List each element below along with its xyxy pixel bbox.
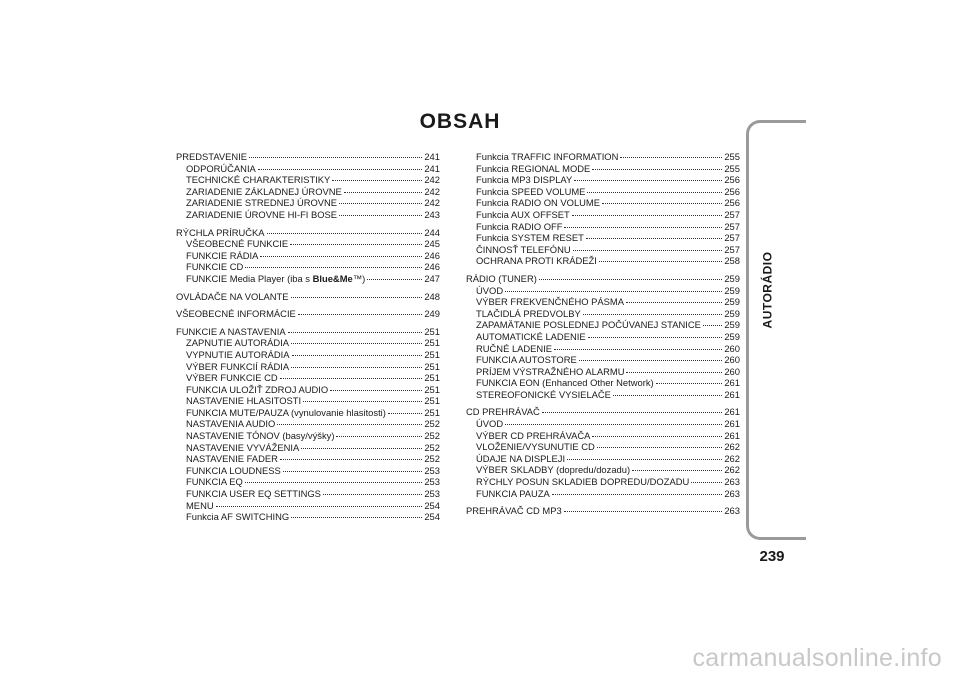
page-number: 239 (759, 548, 785, 565)
toc-column-left (176, 151, 440, 523)
toc-entry-page: 257 (724, 208, 740, 220)
toc-entry-title: OVLÁDAČE NA VOLANTE (176, 290, 289, 302)
toc-entry[interactable] (466, 174, 740, 186)
toc-dot-leader (336, 436, 422, 437)
toc-entry-title: ZARIADENIE ÚROVNE HI-FI BOSE (186, 208, 338, 220)
toc-dot-leader (691, 482, 722, 483)
toc-entry[interactable] (176, 209, 440, 221)
toc-dot-leader (290, 244, 422, 245)
toc-dot-leader (277, 424, 422, 425)
section-tab-label: AUTORÁDIO (760, 251, 775, 329)
toc-entry-page: 242 (424, 197, 440, 209)
toc-entry[interactable] (176, 384, 440, 396)
toc-dot-leader (249, 157, 422, 158)
toc-entry-title: FUNKCIA EQ (186, 476, 243, 488)
toc-dot-leader (258, 169, 423, 170)
toc-entry-title: RÝCHLY POSUN SKLADIEB DOPREDU/DOZADU (476, 476, 690, 488)
toc-entry-page: 259 (724, 330, 740, 342)
toc-entry[interactable] (466, 418, 740, 430)
toc-entry-page: 257 (724, 243, 740, 255)
toc-entry-title: FUNKCIA AUTOSTORE (476, 354, 577, 366)
toc-entry[interactable] (176, 308, 440, 320)
toc-entry-page: 261 (724, 429, 740, 441)
toc-entry[interactable] (176, 151, 440, 163)
toc-dot-leader (332, 180, 422, 181)
toc-dot-leader (613, 395, 722, 396)
toc-entry-title: AUTOMATICKÉ LADENIE (476, 330, 586, 342)
toc-entry-page: 259 (724, 307, 740, 319)
toc-dot-leader (330, 390, 422, 391)
toc-entry-title: RÝCHLA PRÍRUČKA (176, 226, 265, 238)
toc-entry[interactable] (176, 511, 440, 523)
toc-entry-page: 263 (724, 505, 740, 517)
toc-entry[interactable] (176, 291, 440, 303)
toc-entry-page: 246 (424, 249, 440, 261)
toc-entry-page: 260 (724, 342, 740, 354)
toc-entry-title: NASTAVENIE VYVÁŽENIA (186, 441, 300, 453)
toc-entry[interactable] (176, 227, 440, 239)
toc-entry[interactable] (466, 244, 740, 256)
toc-entry[interactable] (176, 465, 440, 477)
toc-entry[interactable] (176, 430, 440, 442)
toc-entry-page: 253 (424, 464, 440, 476)
toc-dot-leader (656, 383, 723, 384)
toc-entry-title: TECHNICKÉ CHARAKTERISTIKY (186, 174, 331, 186)
toc-entry-page: 261 (724, 388, 740, 400)
toc-dot-leader (245, 267, 422, 268)
toc-entry-title: VŠEOBECNÉ INFORMÁCIE (176, 308, 296, 320)
toc-dot-leader (260, 256, 422, 257)
toc-entry-page: 263 (724, 476, 740, 488)
toc-entry-page: 259 (724, 284, 740, 296)
toc-entry-title: VÝBER FREKVENČNÉHO PÁSMA (476, 296, 624, 308)
toc-entry-title: VÝBER SKLADBY (dopredu/dozadu) (476, 464, 631, 476)
toc-entry-page: 242 (424, 174, 440, 186)
toc-entry[interactable] (466, 308, 740, 320)
toc-dot-leader (339, 203, 422, 204)
toc-entry[interactable] (466, 476, 740, 488)
toc-dot-leader (579, 360, 723, 361)
toc-entry-page: 255 (724, 162, 740, 174)
toc-entry-title: VÝBER CD PREHRÁVAČA (476, 429, 591, 441)
toc-dot-leader (216, 506, 423, 507)
toc-entry-title: FUNKCIE Media Player (iba s Blue&Me™) (186, 272, 366, 284)
toc-entry[interactable] (176, 261, 440, 273)
toc-dot-leader (539, 279, 723, 280)
toc-entry-page: 251 (424, 395, 440, 407)
toc-dot-leader (592, 436, 722, 437)
toc-entry-title: ZARIADENIE STREDNEJ ÚROVNE (186, 197, 338, 209)
toc-entry[interactable] (176, 476, 440, 488)
toc-entry-page: 256 (724, 197, 740, 209)
toc-entry-page: 259 (724, 272, 740, 284)
toc-entry[interactable] (176, 500, 440, 512)
toc-column-right (466, 151, 740, 517)
toc-entry[interactable] (466, 232, 740, 244)
toc-entry-title: FUNKCIA MUTE/PAUZA (vynulovanie hlasitosti) (186, 406, 386, 418)
toc-dot-leader (554, 349, 722, 350)
toc-entry-title: FUNKCIA PAUZA (476, 487, 550, 499)
toc-entry-title: VÝBER FUNKCIÍ RÁDIA (186, 360, 290, 372)
toc-entry[interactable] (466, 377, 740, 389)
toc-entry-page: 252 (424, 418, 440, 430)
toc-dot-leader (344, 192, 423, 193)
toc-entry-title: VÝBER FUNKCIE CD (186, 372, 278, 384)
toc-dot-leader (291, 517, 422, 518)
toc-entry-page: 262 (724, 452, 740, 464)
toc-entry-title: PREDSTAVENIE (176, 151, 248, 162)
toc-entry-title: CD PREHRÁVAČ (466, 406, 540, 418)
toc-entry-page: 257 (724, 220, 740, 232)
toc-entry-title: FUNKCIA ULOŽIŤ ZDROJ AUDIO (186, 383, 329, 395)
toc-dot-leader (552, 494, 723, 495)
toc-entry[interactable] (176, 174, 440, 186)
toc-entry[interactable] (176, 407, 440, 419)
toc-entry-title: Funkcia RADIO OFF (476, 220, 563, 232)
toc-dot-leader (301, 448, 422, 449)
toc-entry-title: ZAPAMÄTANIE POSLEDNEJ POČÚVANEJ STANICE (476, 319, 701, 331)
toc-entry-page: 251 (424, 348, 440, 360)
toc-dot-leader (291, 367, 422, 368)
toc-entry[interactable] (176, 163, 440, 175)
toc-entry-title: Funkcia AUX OFFSET (476, 208, 570, 220)
toc-entry-page: 252 (424, 453, 440, 465)
toc-entry-title: Funkcia REGIONAL MODE (476, 162, 591, 174)
toc-entry[interactable] (466, 151, 740, 163)
toc-entry-page: 251 (424, 372, 440, 384)
toc-dot-leader (505, 424, 722, 425)
toc-dot-leader (572, 215, 723, 216)
toc-entry-title: FUNKCIA LOUDNESS (186, 464, 281, 476)
toc-dot-leader (367, 279, 422, 280)
toc-entry-title: FUNKCIA USER EQ SETTINGS (186, 488, 321, 500)
toc-entry-title: PREHRÁVAČ CD MP3 (466, 505, 562, 517)
toc-entry-page: 260 (724, 354, 740, 366)
toc-dot-leader (291, 297, 423, 298)
toc-dot-leader (626, 302, 722, 303)
toc-entry[interactable] (466, 354, 740, 366)
toc-entry[interactable] (466, 255, 740, 267)
toc-entry-page: 256 (724, 174, 740, 186)
toc-dot-leader (291, 343, 422, 344)
toc-entry[interactable] (466, 366, 740, 378)
toc-entry-page: 253 (424, 488, 440, 500)
toc-dot-leader (587, 192, 722, 193)
toc-entry-page: 259 (724, 319, 740, 331)
toc-entry-title: FUNKCIA EON (Enhanced Other Network) (476, 377, 654, 389)
toc-dot-leader (703, 325, 722, 326)
toc-entry-title: ČINNOSŤ TELEFÓNU (476, 243, 571, 255)
toc-dot-leader (573, 250, 723, 251)
toc-entry[interactable] (176, 453, 440, 465)
toc-entry-title: ÚDAJE NA DISPLEJI (476, 452, 566, 464)
toc-dot-leader (599, 261, 722, 262)
toc-entry-page: 255 (724, 151, 740, 162)
toc-entry-page: 261 (724, 377, 740, 389)
toc-entry-title: VYPNUTIE AUTORÁDIA (186, 348, 290, 360)
toc-entry-page: 263 (724, 487, 740, 499)
toc-entry[interactable] (466, 389, 740, 401)
toc-dot-leader (574, 180, 722, 181)
toc-entry-title: ÚVOD (476, 284, 504, 296)
toc-dot-leader (564, 511, 723, 512)
section-tab (752, 215, 782, 365)
toc-dot-leader (288, 332, 423, 333)
toc-entry[interactable] (466, 505, 740, 517)
toc-dot-leader (283, 471, 423, 472)
toc-entry-title: FUNKCIE CD (186, 261, 244, 273)
toc-entry-title: ODPORÚČANIA (186, 162, 256, 174)
toc-entry[interactable] (176, 250, 440, 262)
toc-dot-leader (388, 413, 422, 414)
toc-entry-page: 245 (424, 238, 440, 250)
toc-entry[interactable] (466, 209, 740, 221)
toc-dot-leader (303, 401, 422, 402)
toc-entry[interactable] (176, 197, 440, 209)
toc-entry-title: NASTAVENIA AUDIO (186, 418, 276, 430)
toc-entry-title: Funkcia AF SWITCHING (186, 511, 290, 523)
toc-entry[interactable] (466, 488, 740, 500)
toc-entry[interactable] (466, 453, 740, 465)
toc-dot-leader (586, 238, 723, 239)
toc-dot-leader (588, 337, 723, 338)
toc-dot-leader (245, 482, 423, 483)
toc-entry-page: 241 (424, 162, 440, 174)
toc-entry-title: VŠEOBECNÉ FUNKCIE (186, 238, 289, 250)
toc-entry[interactable] (466, 186, 740, 198)
toc-dot-leader (323, 494, 422, 495)
toc-dot-leader (597, 447, 723, 448)
toc-dot-leader (542, 412, 723, 413)
toc-entry[interactable] (176, 326, 440, 338)
toc-dot-leader (564, 227, 722, 228)
toc-entry-title: MENU (186, 499, 214, 511)
toc-entry[interactable] (176, 395, 440, 407)
toc-entry[interactable] (176, 349, 440, 361)
toc-entry[interactable] (466, 296, 740, 308)
toc-entry[interactable] (176, 186, 440, 198)
toc-dot-leader (505, 291, 722, 292)
toc-entry[interactable] (466, 343, 740, 355)
toc-entry[interactable] (176, 337, 440, 349)
toc-entry[interactable] (466, 319, 740, 331)
toc-entry-title: NASTAVENIE TÓNOV (basy/výšky) (186, 430, 335, 442)
toc-dot-leader (292, 355, 423, 356)
toc-entry-title: OCHRANA PROTI KRÁDEŽI (476, 255, 597, 267)
toc-entry-page: 251 (424, 383, 440, 395)
toc-dot-leader (298, 314, 423, 315)
toc-entry-page: 251 (424, 406, 440, 418)
toc-entry[interactable] (466, 285, 740, 297)
footer-watermark: carmanualsonline.info (692, 644, 942, 672)
toc-entry-page: 254 (424, 511, 440, 523)
toc-entry[interactable] (176, 442, 440, 454)
toc-dot-leader (280, 378, 423, 379)
toc-entry-title: STEREOFONICKÉ VYSIELAČE (476, 388, 611, 400)
toc-entry-page: 254 (424, 499, 440, 511)
toc-entry-title: FUNKCIE RÁDIA (186, 249, 259, 261)
toc-entry-page: 252 (424, 430, 440, 442)
toc-dot-leader (280, 459, 422, 460)
toc-entry[interactable] (466, 197, 740, 209)
toc-entry-page: 246 (424, 261, 440, 273)
toc-entry-title: PRÍJEM VÝSTRAŽNÉHO ALARMU (476, 365, 625, 377)
toc-dot-leader (567, 459, 722, 460)
toc-entry-page: 259 (724, 296, 740, 308)
toc-entry-page: 252 (424, 441, 440, 453)
toc-entry-page: 244 (424, 226, 440, 238)
toc-dot-leader (632, 470, 722, 471)
toc-entry[interactable] (466, 273, 740, 285)
toc-entry-page: 248 (424, 290, 440, 302)
toc-entry-title: ZAPNUTIE AUTORÁDIA (186, 337, 289, 349)
toc-entry-page: 249 (424, 308, 440, 320)
toc-entry-title: RÁDIO (TUNER) (466, 272, 537, 284)
toc-entry[interactable] (466, 441, 740, 453)
toc-entry[interactable] (176, 418, 440, 430)
toc-dot-leader (626, 372, 722, 373)
page-title: OBSAH (419, 110, 501, 133)
toc-entry[interactable] (466, 430, 740, 442)
toc-entry-page: 241 (424, 151, 440, 162)
toc-entry-title: Funkcia SPEED VOLUME (476, 185, 586, 197)
toc-entry-page: 251 (424, 325, 440, 337)
toc-dot-leader (620, 157, 722, 158)
toc-entry-page: 242 (424, 185, 440, 197)
toc-entry-page: 243 (424, 208, 440, 220)
toc-dot-leader (267, 233, 423, 234)
toc-dot-leader (592, 169, 722, 170)
toc-entry[interactable] (466, 331, 740, 343)
toc-entry[interactable] (176, 238, 440, 250)
toc-entry-page: 262 (724, 464, 740, 476)
toc-entry-title: Funkcia RADIO ON VOLUME (476, 197, 600, 209)
toc-entry[interactable] (466, 163, 740, 175)
toc-entry[interactable] (466, 406, 740, 418)
toc-entry-page: 257 (724, 232, 740, 244)
toc-entry-title: ÚVOD (476, 418, 504, 430)
toc-entry-page: 260 (724, 365, 740, 377)
toc-dot-leader (339, 215, 422, 216)
toc-entry-title: RUČNÉ LADENIE (476, 342, 553, 354)
toc-entry[interactable] (176, 361, 440, 373)
toc-entry-title: Funkcia SYSTEM RESET (476, 232, 584, 244)
toc-entry-page: 261 (724, 418, 740, 430)
toc-entry-title: Funkcia MP3 DISPLAY (476, 174, 573, 186)
toc-entry-page: 251 (424, 360, 440, 372)
toc-entry-title: NASTAVENIE FADER (186, 453, 278, 465)
toc-entry-title: ZARIADENIE ZÁKLADNEJ ÚROVNE (186, 185, 342, 197)
toc-entry-page: 262 (724, 441, 740, 453)
toc-entry-page: 256 (724, 185, 740, 197)
toc-entry-page: 258 (724, 255, 740, 267)
toc-entry[interactable] (176, 372, 440, 384)
toc-dot-leader (583, 314, 723, 315)
toc-entry-title: VLOŽENIE/VYSUNUTIE CD (476, 441, 595, 453)
toc-entry[interactable] (466, 221, 740, 233)
toc-entry-page: 247 (424, 272, 440, 284)
toc-entry[interactable] (176, 273, 440, 285)
toc-entry-title: TLAČIDLÁ PREDVOLBY (476, 307, 581, 319)
toc-entry-page: 261 (724, 406, 740, 418)
toc-dot-leader (602, 203, 722, 204)
toc-entry-title: FUNKCIE A NASTAVENIA (176, 325, 286, 337)
toc-entry-page: 253 (424, 476, 440, 488)
toc-entry-title: Funkcia TRAFFIC INFORMATION (476, 151, 619, 162)
toc-entry[interactable] (176, 488, 440, 500)
toc-entry[interactable] (466, 464, 740, 476)
toc-entry-page: 251 (424, 337, 440, 349)
toc-entry-title: NASTAVENIE HLASITOSTI (186, 395, 302, 407)
